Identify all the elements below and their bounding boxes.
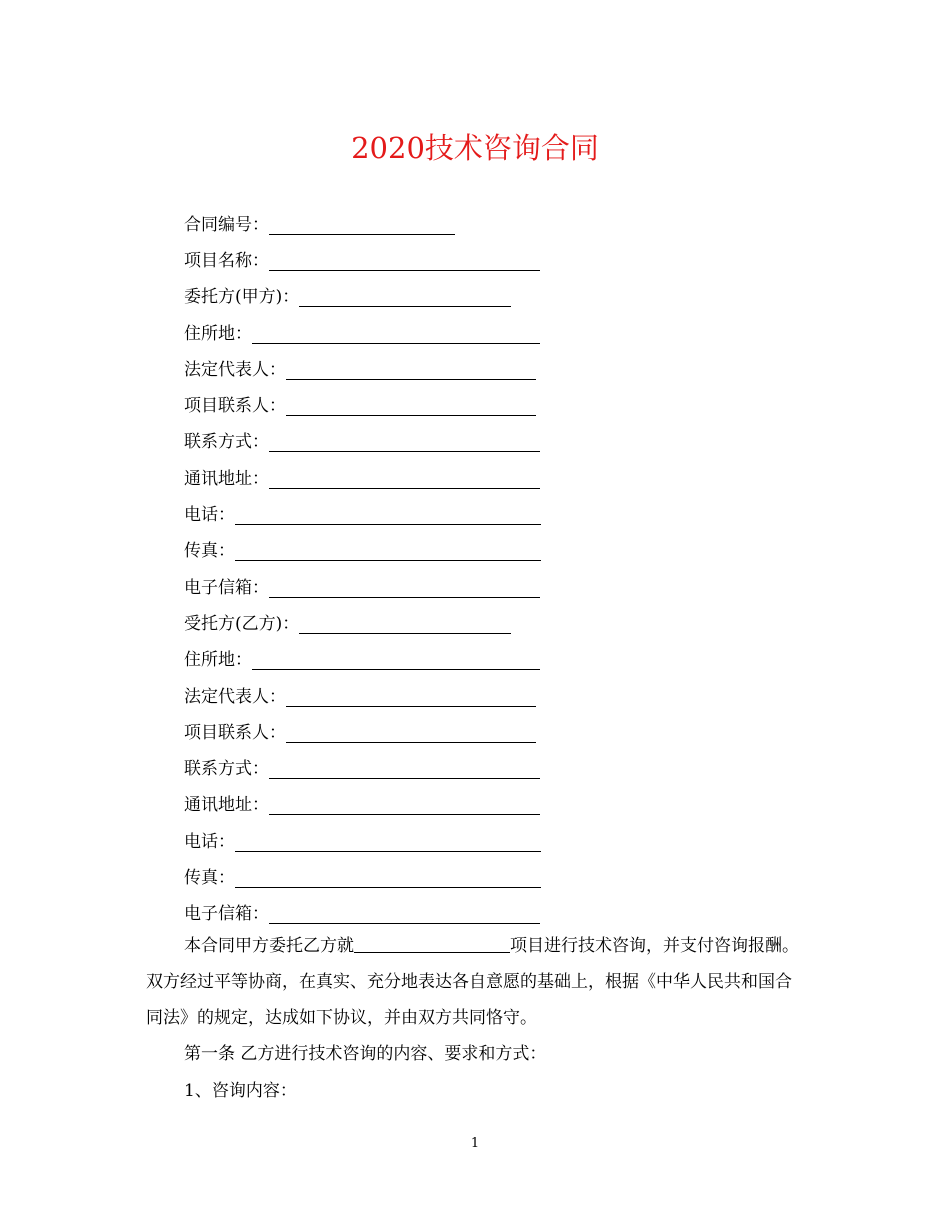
blank-line xyxy=(299,288,511,307)
field-label: 合同编号： xyxy=(184,214,269,235)
blank-line xyxy=(269,216,455,235)
intro-text-after: 项目进行技术咨询，并支付咨询报酬。双方经过平等协商，在真实、充分地表达各自意愿的基础上，根据《中华人民共和国合同法》的规定，达成如下协议，并由双方共同恪守。 xyxy=(146,936,799,1028)
field-row-phone xyxy=(184,494,541,530)
field-row-contact-method xyxy=(184,422,541,458)
blank-line xyxy=(235,506,541,525)
field-row-project-contact xyxy=(184,712,541,748)
blank-line xyxy=(286,724,536,743)
field-label: 项目联系人： xyxy=(184,396,286,417)
blank-line xyxy=(269,905,540,924)
intro-text-before: 本合同甲方委托乙方就 xyxy=(184,936,354,956)
blank-line xyxy=(269,796,540,815)
field-label: 电子信箱： xyxy=(184,577,269,598)
blank-line xyxy=(286,397,536,416)
blank-line xyxy=(286,688,536,707)
page-title: 2020技术咨询合同 xyxy=(351,131,599,165)
field-label: 联系方式： xyxy=(184,432,269,453)
field-row-contract-number xyxy=(184,204,541,240)
field-row-legal-rep xyxy=(184,349,541,385)
field-row-fax xyxy=(184,857,541,893)
blank-line xyxy=(235,869,541,888)
field-label: 委托方(甲方)： xyxy=(184,287,300,308)
field-label: 住所地： xyxy=(184,323,252,344)
field-label: 电话： xyxy=(184,505,235,526)
page-number: 1 xyxy=(470,1136,480,1151)
blank-line xyxy=(269,760,540,779)
field-row-project-contact xyxy=(184,385,541,421)
field-row-mailing-address xyxy=(184,458,541,494)
field-label: 受托方(乙方)： xyxy=(184,613,300,634)
field-row-client xyxy=(184,277,541,313)
field-label: 法定代表人： xyxy=(184,359,286,380)
field-label: 传真： xyxy=(184,867,235,888)
field-label: 电子信箱： xyxy=(184,904,269,925)
field-label: 电话： xyxy=(184,831,235,852)
blank-line xyxy=(235,833,541,852)
field-row-project-name xyxy=(184,240,541,276)
blank-line xyxy=(286,361,536,380)
field-row-legal-rep xyxy=(184,676,541,712)
field-row-contact-method xyxy=(184,748,541,784)
field-row-mailing-address xyxy=(184,785,541,821)
blank-line xyxy=(299,615,511,634)
blank-line xyxy=(252,325,540,344)
list-item: 1、咨询内容： xyxy=(184,1081,297,1101)
blank-line xyxy=(269,579,540,598)
field-row-email xyxy=(184,894,541,930)
field-row-address xyxy=(184,640,541,676)
field-row-phone xyxy=(184,821,541,857)
blank-line xyxy=(269,252,540,271)
field-label: 通讯地址： xyxy=(184,795,269,816)
blank-line xyxy=(269,433,540,452)
field-row-fax xyxy=(184,531,541,567)
intro-paragraph xyxy=(146,928,801,1036)
field-label: 通讯地址： xyxy=(184,468,269,489)
field-label: 法定代表人： xyxy=(184,686,286,707)
contract-fields xyxy=(184,204,541,930)
blank-line xyxy=(235,542,541,561)
blank-line xyxy=(252,651,540,670)
project-blank-line xyxy=(354,934,510,953)
field-row-email xyxy=(184,567,541,603)
field-label: 传真： xyxy=(184,541,235,562)
field-label: 联系方式： xyxy=(184,759,269,780)
field-label: 项目名称： xyxy=(184,250,269,271)
article-heading: 第一条 乙方进行技术咨询的内容、要求和方式： xyxy=(184,1044,547,1064)
blank-line xyxy=(269,470,540,489)
field-row-address xyxy=(184,313,541,349)
field-label: 项目联系人： xyxy=(184,722,286,743)
field-label: 住所地： xyxy=(184,650,252,671)
field-row-contractor xyxy=(184,603,541,639)
